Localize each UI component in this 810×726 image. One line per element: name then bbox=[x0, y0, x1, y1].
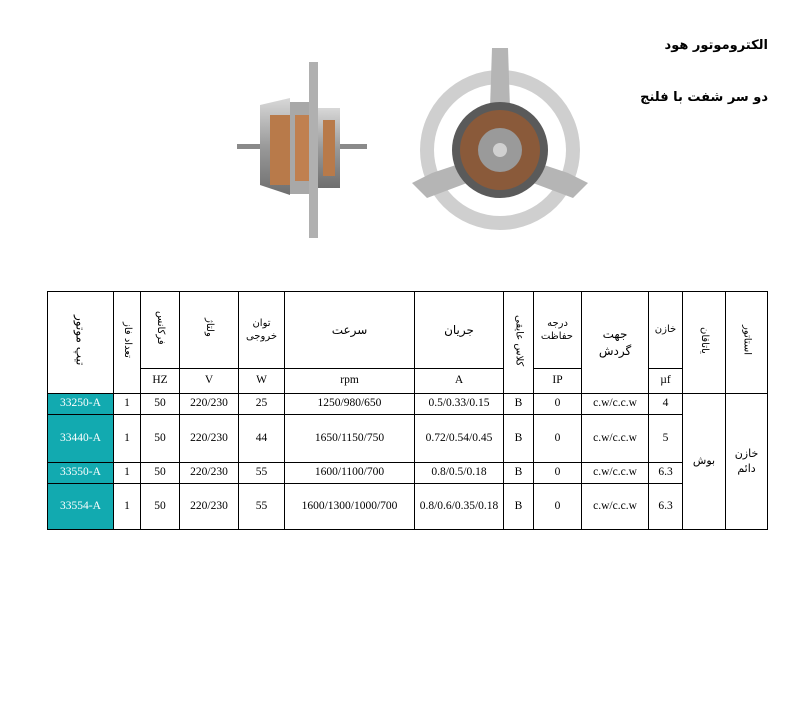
model-cell: 33554-A bbox=[48, 484, 114, 530]
unit-power: W bbox=[239, 369, 285, 394]
speed-cell: 1600/1300/1000/700 bbox=[285, 484, 415, 530]
unit-speed: rpm bbox=[285, 369, 415, 394]
phases-cell: 1 bbox=[114, 415, 141, 463]
unit-voltage: V bbox=[180, 369, 239, 394]
capacitor-cell: 5 bbox=[649, 415, 683, 463]
model-cell: 33550-A bbox=[48, 463, 114, 484]
header-voltage: ولتاژ bbox=[203, 318, 215, 338]
phases-cell: 1 bbox=[114, 484, 141, 530]
unit-protection: IP bbox=[534, 369, 582, 394]
current-cell: 0.72/0.54/0.45 bbox=[415, 415, 504, 463]
rotation-cell: c.w/c.c.w bbox=[582, 463, 649, 484]
rotation-cell: c.w/c.c.w bbox=[582, 484, 649, 530]
voltage-cell: 220/230 bbox=[180, 463, 239, 484]
header-capacitor: خازن bbox=[654, 324, 677, 336]
model-cell: 33440-A bbox=[48, 415, 114, 463]
frequency-cell: 50 bbox=[141, 394, 180, 415]
phases-cell: 1 bbox=[114, 463, 141, 484]
capacitor-cell: 6.3 bbox=[649, 484, 683, 530]
frequency-cell: 50 bbox=[141, 415, 180, 463]
current-cell: 0.5/0.33/0.15 bbox=[415, 394, 504, 415]
protection-cell: 0 bbox=[534, 415, 582, 463]
bearing-value: بوش bbox=[683, 394, 726, 530]
rotation-cell: c.w/c.c.w bbox=[582, 394, 649, 415]
header-insulation: کلاس عایقی bbox=[513, 314, 525, 366]
insulation-cell: B bbox=[504, 394, 534, 415]
rotation-cell: c.w/c.c.w bbox=[582, 415, 649, 463]
header-frequency: فرکانس bbox=[154, 310, 166, 345]
header-current: جریان bbox=[444, 322, 474, 337]
insulation-cell: B bbox=[504, 463, 534, 484]
header-stator: استاتور bbox=[741, 325, 753, 356]
header-phases: تعداد فاز bbox=[121, 322, 133, 359]
power-cell: 55 bbox=[239, 463, 285, 484]
header-bearing: یاتاقان bbox=[698, 326, 710, 354]
header-rotation: جهت گردش bbox=[598, 327, 632, 358]
current-cell: 0.8/0.6/0.35/0.18 bbox=[415, 484, 504, 530]
capacitor-cell: 6.3 bbox=[649, 463, 683, 484]
header-protection: درجه حفاظت bbox=[540, 317, 573, 342]
unit-frequency: HZ bbox=[141, 369, 180, 394]
current-cell: 0.8/0.5/0.18 bbox=[415, 463, 504, 484]
frequency-cell: 50 bbox=[141, 484, 180, 530]
speed-cell: 1250/980/650 bbox=[285, 394, 415, 415]
table-header-row bbox=[48, 292, 768, 369]
table-row bbox=[48, 463, 768, 484]
header-power: توان خروجی bbox=[245, 317, 278, 342]
capacitor-cell: 4 bbox=[649, 394, 683, 415]
insulation-cell: B bbox=[504, 415, 534, 463]
protection-cell: 0 bbox=[534, 484, 582, 530]
header-speed: سرعت bbox=[331, 322, 368, 337]
table-row bbox=[48, 394, 768, 415]
protection-cell: 0 bbox=[534, 394, 582, 415]
table-row bbox=[48, 484, 768, 530]
speed-cell: 1600/1100/700 bbox=[285, 463, 415, 484]
motor-front-view-image bbox=[412, 48, 592, 238]
frequency-cell: 50 bbox=[141, 463, 180, 484]
unit-current: A bbox=[415, 369, 504, 394]
power-cell: 55 bbox=[239, 484, 285, 530]
table-units-row bbox=[48, 369, 768, 394]
motor-side-view-image bbox=[235, 60, 370, 240]
stator-value: خازن دائم bbox=[726, 394, 768, 530]
page-subtitle: دو سر شفت با فلنج bbox=[640, 90, 768, 105]
voltage-cell: 220/230 bbox=[180, 415, 239, 463]
voltage-cell: 220/230 bbox=[180, 484, 239, 530]
voltage-cell: 220/230 bbox=[180, 394, 239, 415]
unit-capacitor: µf bbox=[649, 369, 683, 394]
header-model: تیپ موتور bbox=[73, 315, 88, 366]
specifications-table bbox=[47, 291, 768, 530]
power-cell: 25 bbox=[239, 394, 285, 415]
model-cell: 33250-A bbox=[48, 394, 114, 415]
power-cell: 44 bbox=[239, 415, 285, 463]
phases-cell: 1 bbox=[114, 394, 141, 415]
insulation-cell: B bbox=[504, 484, 534, 530]
protection-cell: 0 bbox=[534, 463, 582, 484]
speed-cell: 1650/1150/750 bbox=[285, 415, 415, 463]
table-row bbox=[48, 415, 768, 463]
page-title: الکتروموتور هود bbox=[664, 38, 768, 53]
